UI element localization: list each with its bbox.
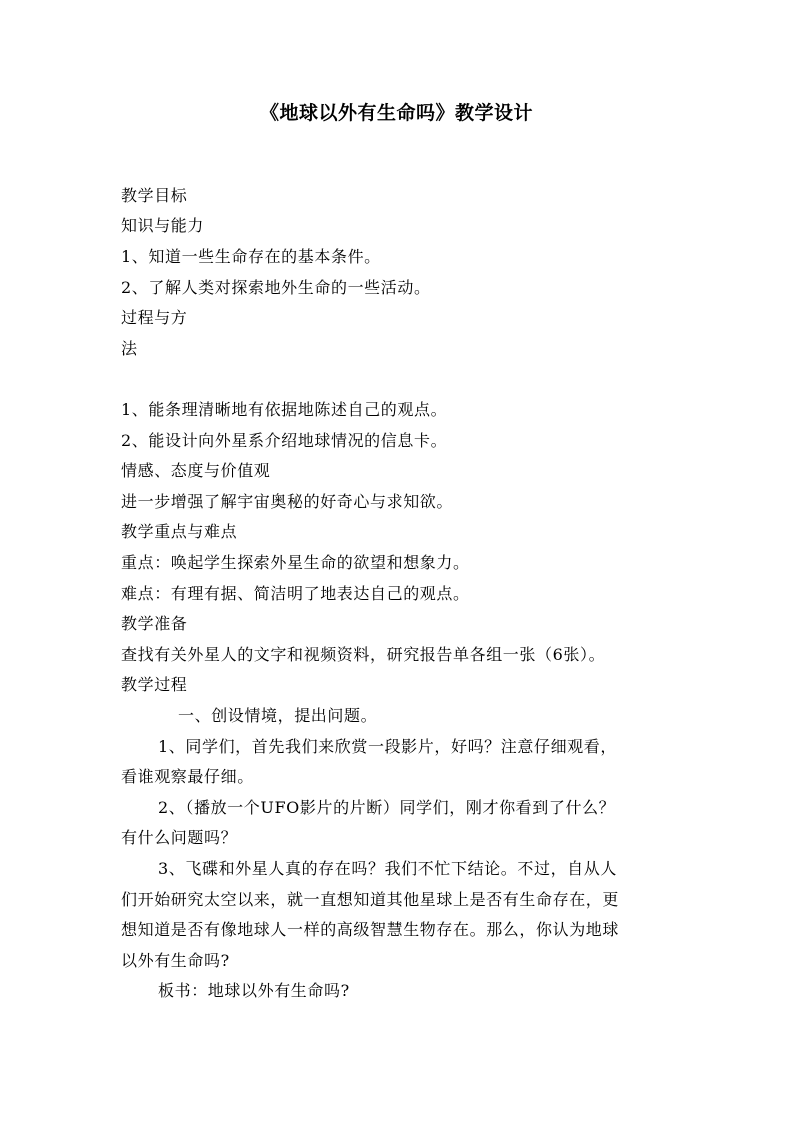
board-note: 板书：地球以外有生命吗? — [158, 981, 350, 1000]
text-line: 难点：有理有据、简洁明了地表达自己的观点。 — [121, 584, 470, 603]
paragraph-line: 1、同学们，首先我们来欣赏一段影片，好吗？注意仔细观看， — [158, 737, 617, 756]
text-line: 1、知道一些生命存在的基本条件。 — [121, 247, 381, 266]
heading-process-method-cont: 法 — [121, 339, 138, 358]
text-line: 重点：唤起学生探索外星生命的欲望和想象力。 — [121, 553, 470, 572]
paragraph-line: 们开始研究太空以来，就一直想知道其他星球上是否有生命存在，更 — [121, 890, 620, 909]
subheading-step-one: 一、创设情境，提出问题。 — [178, 706, 378, 725]
text-line: 查找有关外星人的文字和视频资料，研究报告单各组一张（6张）。 — [121, 645, 606, 664]
text-line: 进一步增强了解宇宙奥秘的好奇心与求知欲。 — [121, 492, 454, 511]
text-line: 2、了解人类对探索地外生命的一些活动。 — [121, 278, 431, 297]
heading-emotion-values: 情感、态度与价值观 — [121, 461, 271, 480]
paragraph-line: 以外有生命吗? — [121, 951, 230, 970]
heading-preparation: 教学准备 — [121, 614, 188, 633]
paragraph-line: 有什么问题吗？ — [121, 828, 238, 847]
heading-teaching-goals: 教学目标 — [121, 186, 188, 205]
paragraph-line: 2、（播放一个UFO影片的片断）同学们，刚才你看到了什么？ — [158, 798, 616, 817]
text-line: 1、能条理清晰地有依据地陈述自己的观点。 — [121, 400, 448, 419]
heading-key-points: 教学重点与难点 — [121, 522, 238, 541]
heading-process-method: 过程与方 — [121, 308, 188, 327]
heading-teaching-process: 教学过程 — [121, 675, 188, 694]
document-title: 《地球以外有生命吗》教学设计 — [259, 102, 533, 124]
heading-knowledge-ability: 知识与能力 — [121, 216, 205, 235]
paragraph-line: 看谁观察最仔细。 — [121, 767, 254, 786]
paragraph-line: 想知道是否有像地球人一样的高级智慧生物存在。那么，你认为地球 — [121, 920, 620, 939]
paragraph-line: 3、飞碟和外星人真的存在吗？我们不忙下结论。不过，自从人 — [158, 859, 617, 878]
text-line: 2、能设计向外星系介绍地球情况的信息卡。 — [121, 431, 448, 450]
